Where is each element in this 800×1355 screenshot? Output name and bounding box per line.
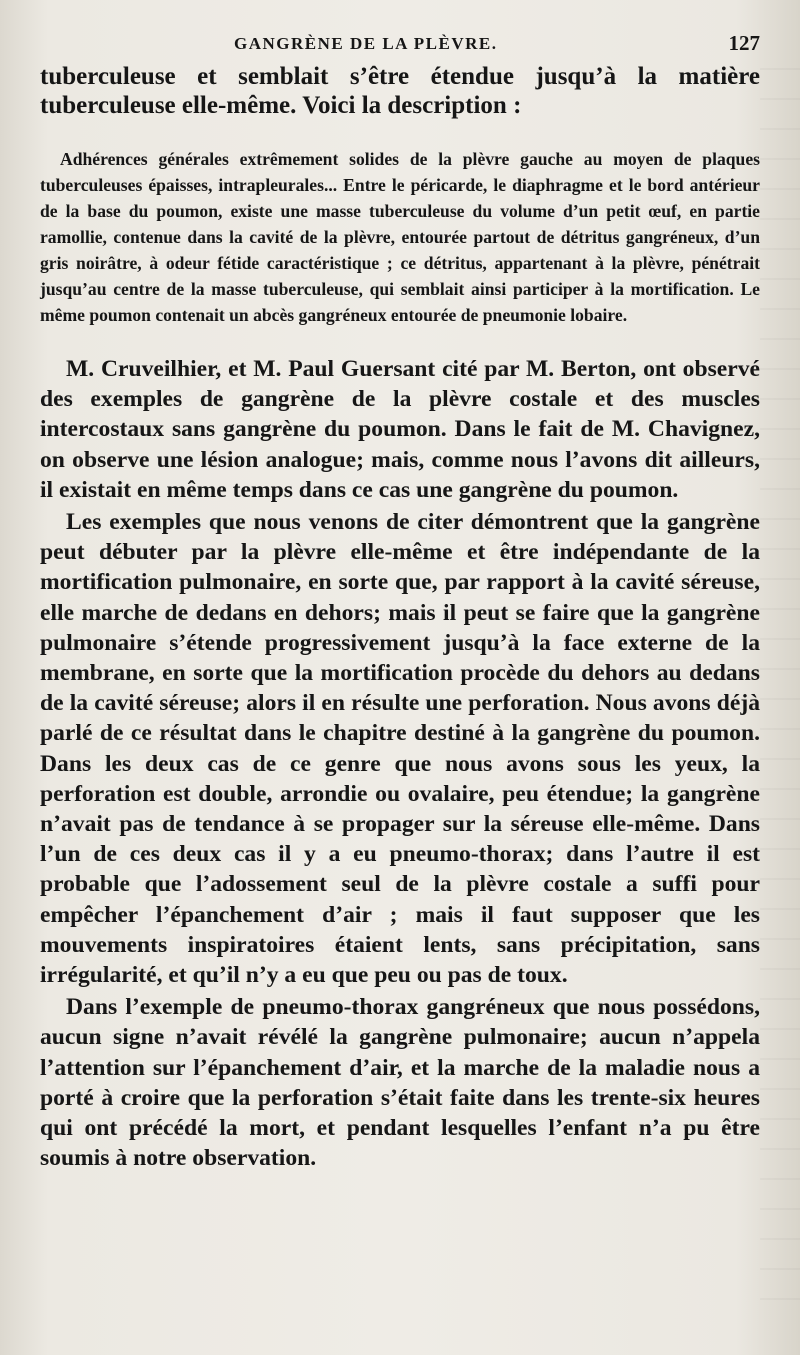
paragraph-pneumo-thorax: Dans l’exemple de pneumo-thorax gangréneux que nous possédons, aucun signe n’avait révélé la gangrène pulmonaire; aucun n’appela l’attention sur l’épanchement d’air, et la marche de la maladie nous a porté à croire que la perforation s’était faite dans les trente-six heures qui ont précédé la mort, et pendant lesquelles l’enfant n’a pu être soumis à notre observation. — [40, 994, 760, 1172]
opening-paragraph: tuberculeuse et semblait s’être étendue jusqu’à la matière tuberculeuse elle-même. Voici la description : — [40, 63, 760, 119]
autopsy-quote: Adhérences générales extrêmement solides de la plèvre gauche au moyen de plaques tuberculeuses épaisses, intrapleurales... Entre le péricarde, le diaphragme et le bord antérieur de la base du poumon, existe une masse tuberculeuse du volume d’un petit œuf, en partie ramollie, contenue dans la cavité de la plèvre, entourée partout de détritus gangréneux, d’un gris noirâtre, à odeur fétide caractéristique ; ce détritus, appartenant à la plèvre, pénétrait jusqu’au centre de la masse tuberculeuse, qui semblait ainsi participer à la mortification. Le même poumon contenait un abcès gangréneux entourée de pneumonie lobaire. — [40, 149, 760, 325]
paragraph-cruveilhier: M. Cruveilhier, et M. Paul Guersant cité par M. Berton, ont observé des exemples de gangrène de la plèvre costale et des muscles intercostaux sans gangrène du poumon. Dans le fait de M. Chavignez, on observe une lésion analogue; mais, comme nous l’avons dit ailleurs, il existait en même temps dans ce cas une gangrène du poumon. — [40, 356, 760, 503]
paragraph-exemples: Les exemples que nous venons de citer démontrent que la gangrène peut débuter par la plèvre elle-même et être indépendante de la mortification pulmonaire, en sorte que, par rapport à la cavité séreuse, elle marche de dedans en dehors; mais il peut se faire que la gangrène pulmonaire s’étende progressivement jusqu’à la face externe de la membrane, en sorte que la mortification procède du dehors au dedans de la cavité séreuse; alors il en résulte une perforation. Nous avons déjà parlé de ce résultat dans le chapitre destiné à la gangrène du poumon. Dans les deux cas de ce genre que nous avons sous les yeux, la perforation est double, arrondie ou ovalaire, peu étendue; la gangrène n’avait pas de tendance à se propager sur la séreuse elle-même. Dans l’un de ces deux cas il y a eu pneumo-thorax; dans l’autre il est probable que l’adossement seul de la plèvre costale a suffi pour empêcher l’épanchement d’air ; mais il faut supposer que les mouvements inspiratoires étaient lents, sans précipitation, sans irrégularité, et qu’il n’y a eu que peu ou pas de toux. — [40, 509, 760, 989]
running-head: GANGRÈNE DE LA PLÈVRE. — [234, 34, 498, 53]
page-header — [40, 31, 760, 60]
page-number: 127 — [728, 31, 760, 55]
show-through-shadow — [760, 40, 800, 1300]
page-text — [40, 62, 760, 1173]
